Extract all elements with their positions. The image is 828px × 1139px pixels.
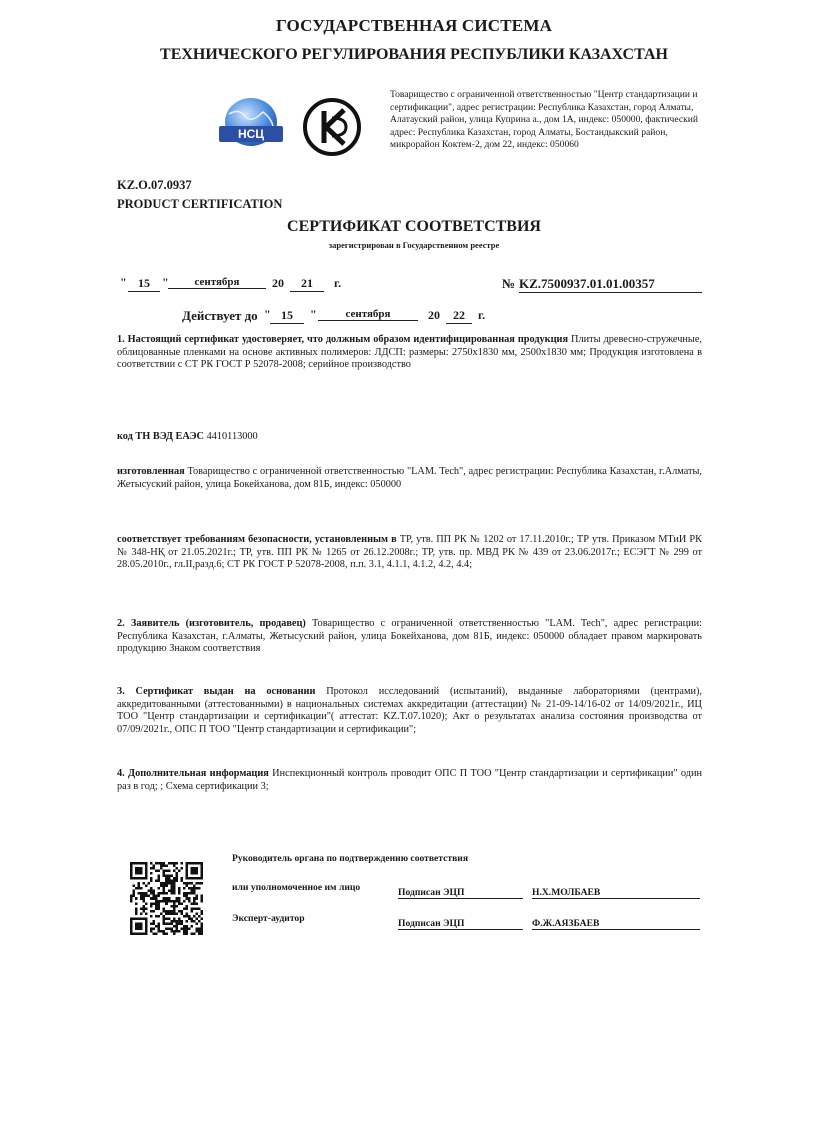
tnved-code xyxy=(117,431,702,444)
section-2-text: Товарищество с ограниченной ответственностью "LAM. Tech", адрес регистрации: Республика Казахстан, г.Алматы, Жетысуский район, улица Бокейханова, дом 81Б, индекс: 050000 обладает правом маркировать продукцию Знаком соответствия xyxy=(117,618,702,655)
valid-quote-open: " xyxy=(264,307,271,321)
nsc-logo-text: НСЦ xyxy=(237,127,265,141)
valid-day: 15 xyxy=(270,308,304,324)
section-3-label: 3. Сертификат выдан на основании xyxy=(117,686,316,697)
section-1-label: 1. Настоящий сертификат удостоверяет, что должным образом идентифицированная продукция xyxy=(117,334,569,345)
complies-with xyxy=(117,534,702,572)
section-4-label: 4. Дополнительная информация xyxy=(117,768,269,779)
issue-year: 21 xyxy=(290,276,324,292)
valid-year-suffix: г. xyxy=(478,308,486,322)
organization-address: Товарищество с ограниченной ответственностью "Центр стандартизации и сертификации", адрес регистрации: Республика Казахстан, город Алматы, Алатауский район, улица Куприна а., дом 1А, индекс: 050000, фактический адрес: Республика Казахстан, город Алматы, Бостандыкский район, микрорайон Коктем-2, дом 22, индекс: 050060 xyxy=(390,89,699,151)
section-1-text: Плиты древесно-стружечные, облицованные пленками на основе активных полимеров: ЛДСП: размеры: 2750х1830 мм, 2500х1830 мм; Продукция изготовлена в соответствии с СТ РК ГОСТ Р 52078-2008; серийное производство xyxy=(117,334,702,371)
valid-until-label: Действует до xyxy=(182,308,258,323)
section-2-label: 2. Заявитель (изготовитель, продавец) xyxy=(117,618,306,629)
valid-year-prefix: 20 xyxy=(428,308,440,322)
manufactured-text: Товарищество с ограниченной ответственностью "LAM. Tech", адрес регистрации: Республика Казахстан, г.Алматы, Жетысуский район, улица Бокейханова, дом 81Б, индекс: 050000 xyxy=(117,466,703,490)
kz-conformity-mark-logo-icon xyxy=(302,96,362,158)
quote-close: " xyxy=(162,275,169,289)
head-title-line-2: или уполномоченное им лицо xyxy=(232,882,361,893)
expert-signed: Подписан ЭЦП xyxy=(398,918,523,930)
section-2 xyxy=(117,618,702,656)
head-title-line-1: Руководитель органа по подтверждению соответствия xyxy=(232,853,469,864)
issue-year-prefix: 20 xyxy=(272,276,284,290)
header-line-1: ГОСУДАРСТВЕННАЯ СИСТЕМА xyxy=(275,16,553,35)
header-line-2: ТЕХНИЧЕСКОГО РЕГУЛИРОВАНИЯ РЕСПУБЛИКИ КАЗАХСТАН xyxy=(160,46,668,63)
issue-year-suffix: г. xyxy=(334,276,342,290)
issue-month: сентября xyxy=(168,276,266,289)
section-4 xyxy=(117,768,702,793)
nsc-globe-logo-icon xyxy=(215,96,287,152)
certificate-number: KZ.7500937.01.01.00357 xyxy=(519,276,702,293)
certification-category: PRODUCT CERTIFICATION xyxy=(117,197,283,211)
head-signed: Подписан ЭЦП xyxy=(398,887,523,899)
section-4-text: Инспекционный контроль проводит ОПС П ТОО "Центр стандартизации и сертификации" один раз в год; ; Схема сертификации 3; xyxy=(117,768,702,792)
section-1 xyxy=(117,334,702,372)
manufactured-by xyxy=(117,466,702,491)
valid-month: сентября xyxy=(318,308,418,321)
issue-day: 15 xyxy=(128,276,160,292)
head-name: Н.Х.МОЛБАЕВ xyxy=(532,887,700,899)
expert-name: Ф.Ж.АЯЗБАЕВ xyxy=(532,918,700,930)
certificate-subtitle: зарегистрирован в Государственном реестре xyxy=(328,240,500,250)
tnved-label: код ТН ВЭД ЕАЭС xyxy=(117,431,204,442)
complies-text: ТР, утв. ПП РК № 1202 от 17.11.2010г.; ТР утв. Приказом МТиИ РК № 348-НҚ от 21.05.2021г.; ТР, утв. ПП РК № 1265 от 26.12.2008г.; ТР, утв. пр. МВД РК № 439 от 23.06.2017г.; ЕСЭГТ № 299 от 28.05.2010г., гл.II,разд.6; СТ РК ГОСТ Р 52078-2008, п.п. 3.1, 4.1.1, 4.1.2, 4.2, 4.4; xyxy=(117,534,702,571)
section-3-text: Протокол исследований (испытаний), выданные лабораториями (центрами), аккредитованными (аттестованными) в национальных системах аккредитации (аттестации) № 21-09-14/16-02 от 14/09/2021г., ИЦ ТОО "Центр стандартизации и сертификации"( аттестат: KZ.T.07.1020); Акт о результатах анализа состояния производства от 07/09/2021г., ОПС П ТОО "Центр стандартизации и сертификации"; xyxy=(117,686,702,735)
complies-label: соответствует требованиям безопасности, установленным в xyxy=(117,534,397,545)
valid-year: 22 xyxy=(446,308,472,324)
expert-label: Эксперт-аудитор xyxy=(232,913,305,924)
manufactured-label: изготовленная xyxy=(117,466,185,477)
number-label: № xyxy=(502,276,516,291)
certificate-title: СЕРТИФИКАТ СООТВЕТСТВИЯ xyxy=(287,218,541,235)
registry-code: KZ.O.07.0937 xyxy=(117,178,192,192)
tnved-value: 4410113000 xyxy=(206,431,258,442)
valid-quote-close: " xyxy=(310,307,317,321)
certificate-codes xyxy=(117,176,282,214)
section-3 xyxy=(117,686,702,736)
qr-code-icon xyxy=(130,862,203,935)
quote-open: " xyxy=(120,275,127,289)
